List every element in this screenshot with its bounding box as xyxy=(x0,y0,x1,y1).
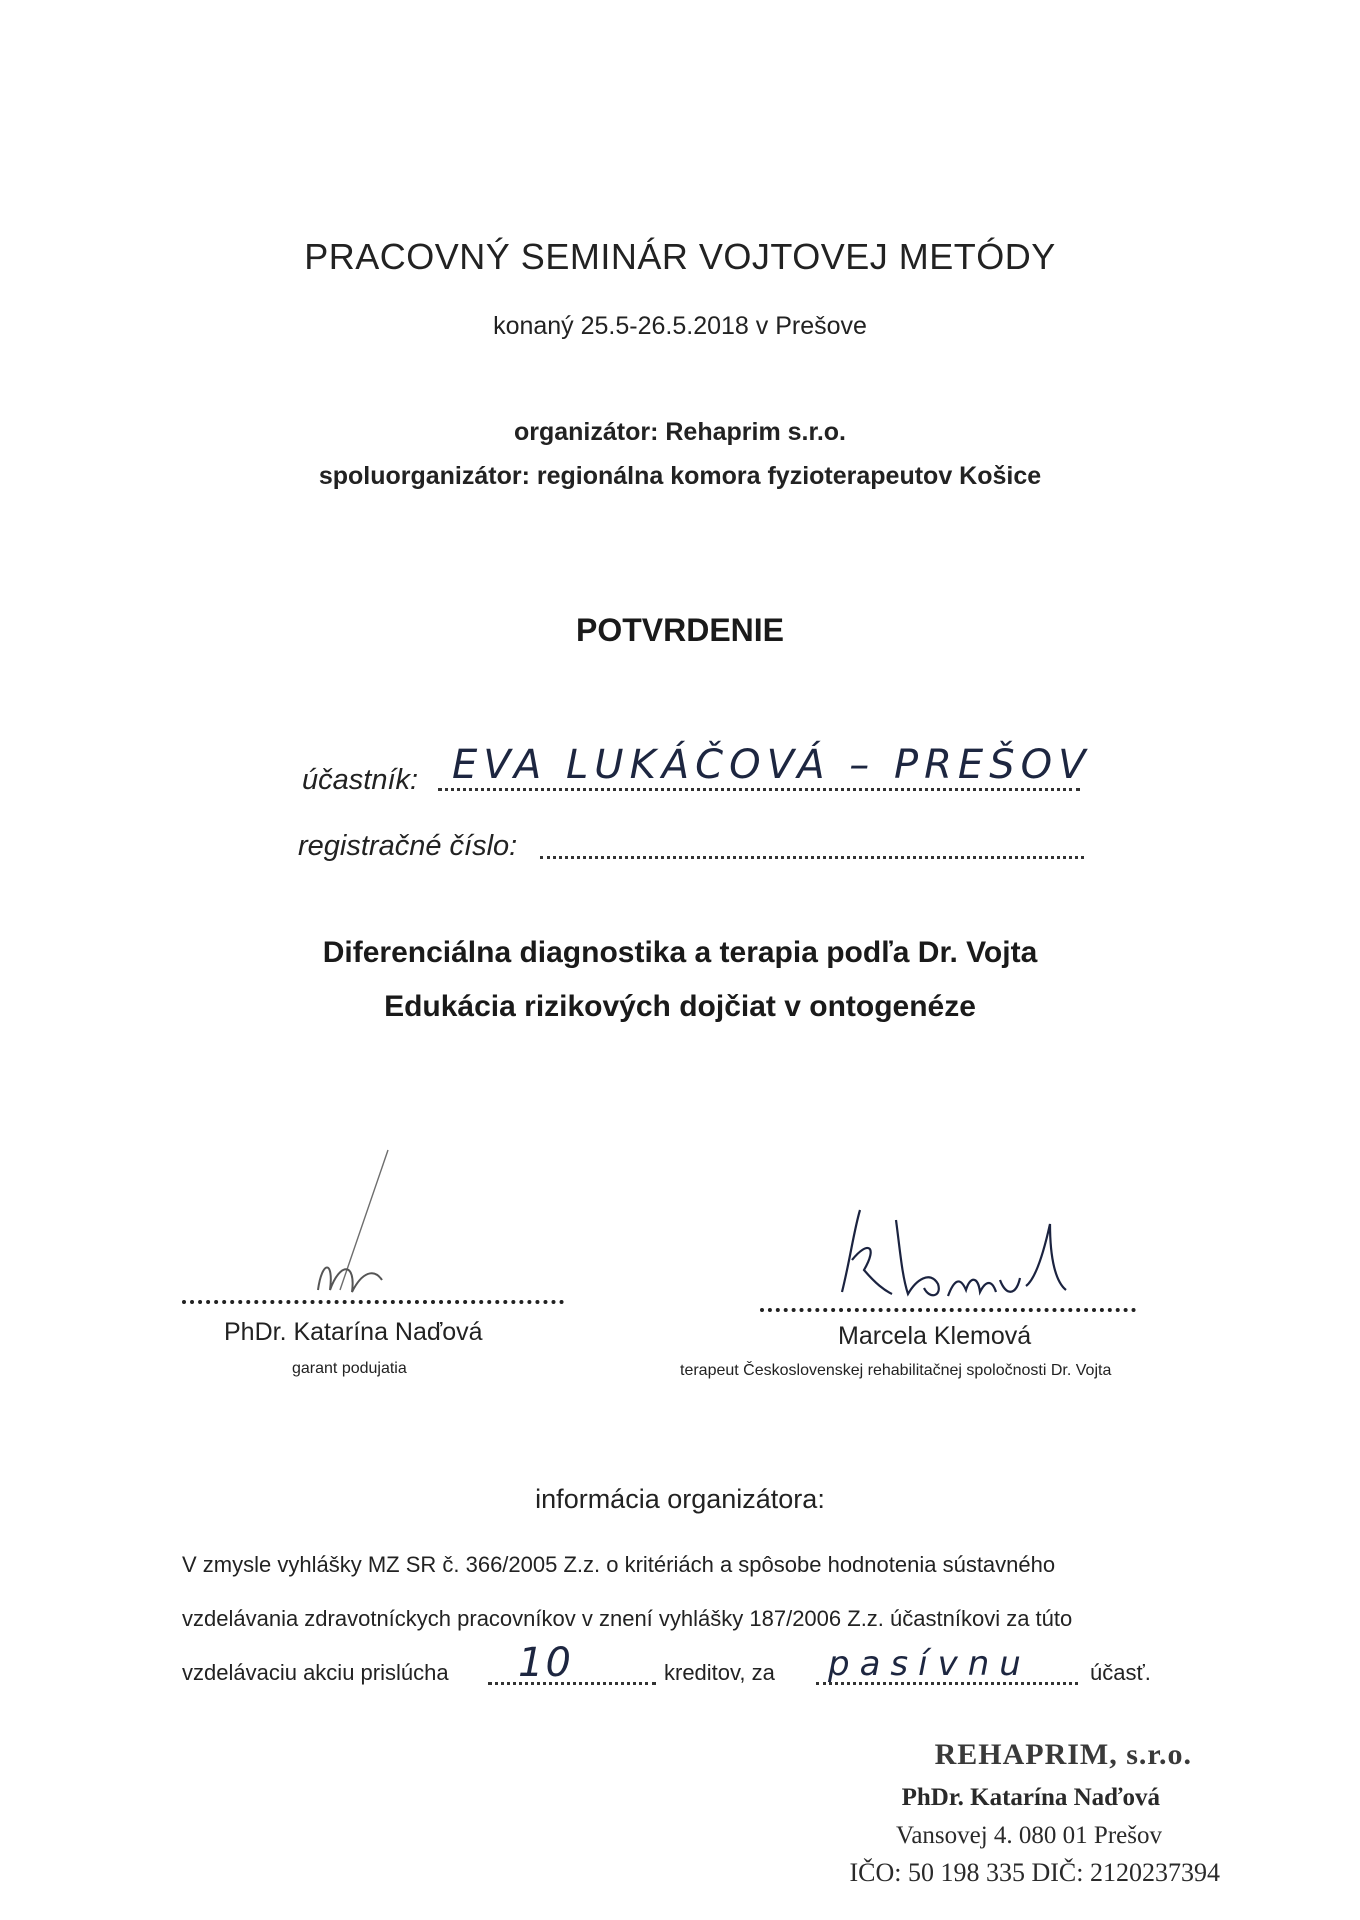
stamp-ids: IČO: 50 198 335 DIČ: 2120237394 xyxy=(849,1858,1220,1887)
seminar-date-place: konaný 25.5-26.5.2018 v Prešove xyxy=(493,312,867,340)
stamp-company: REHAPRIM, s.r.o. xyxy=(934,1738,1192,1771)
stamp-address: Vansovej 4. 080 01 Prešov xyxy=(896,1822,1162,1849)
registration-dotted-line xyxy=(540,856,1084,859)
course-title-line1: Diferenciálna diagnostika a terapia podľa Dr. Vojta xyxy=(322,936,1038,969)
organizer-info-heading: informácia organizátora: xyxy=(535,1484,825,1514)
right-signer-role: terapeut Československej rehabilitačnej spoločnosti Dr. Vojta xyxy=(680,1362,1112,1379)
left-signer-name: PhDr. Katarína Naďová xyxy=(224,1318,483,1346)
right-signature-mark xyxy=(820,1200,1080,1310)
stamp-person: PhDr. Katarína Naďová xyxy=(901,1784,1160,1811)
registration-label: registračné číslo: xyxy=(298,830,518,862)
seminar-title: PRACOVNÝ SEMINÁR VOJTOVEJ METÓDY xyxy=(304,236,1056,277)
right-signature-line xyxy=(760,1308,1136,1312)
organizer-line: organizátor: Rehaprim s.r.o. xyxy=(513,418,846,446)
participant-handwritten-name: EVA LUKÁČOVÁ – PREŠOV xyxy=(452,742,1092,788)
coorganizer-line: spoluorganizátor: regionálna komora fyzioterapeutov Košice xyxy=(318,462,1042,490)
participation-handwritten: pasívnu xyxy=(828,1644,1031,1684)
info-line-1: V zmysle vyhlášky MZ SR č. 366/2005 Z.z. o kritériách a spôsobe hodnotenia sústavného xyxy=(182,1552,1056,1577)
participant-label: účastník: xyxy=(302,764,419,796)
left-signature-mark xyxy=(300,1140,420,1310)
right-signer-name: Marcela Klemová xyxy=(838,1322,1032,1350)
left-signature-line xyxy=(182,1300,564,1304)
left-signer-role: garant podujatia xyxy=(292,1360,407,1377)
participant-dotted-line xyxy=(438,788,1080,791)
info-line-3-start: vzdelávaciu akciu prislúcha xyxy=(182,1660,449,1685)
info-line-3-end: účasť. xyxy=(1090,1660,1151,1685)
credits-handwritten: 10 xyxy=(518,1640,573,1686)
info-line-2: vzdelávania zdravotníckych pracovníkov v znení vyhlášky 187/2006 Z.z. účastníkovi za túto xyxy=(182,1606,1073,1631)
course-title-line2: Edukácia rizikových dojčiat v ontogenéze xyxy=(384,990,976,1023)
info-line-3-middle: kreditov, za xyxy=(664,1660,775,1685)
confirmation-heading: POTVRDENIE xyxy=(575,612,785,648)
